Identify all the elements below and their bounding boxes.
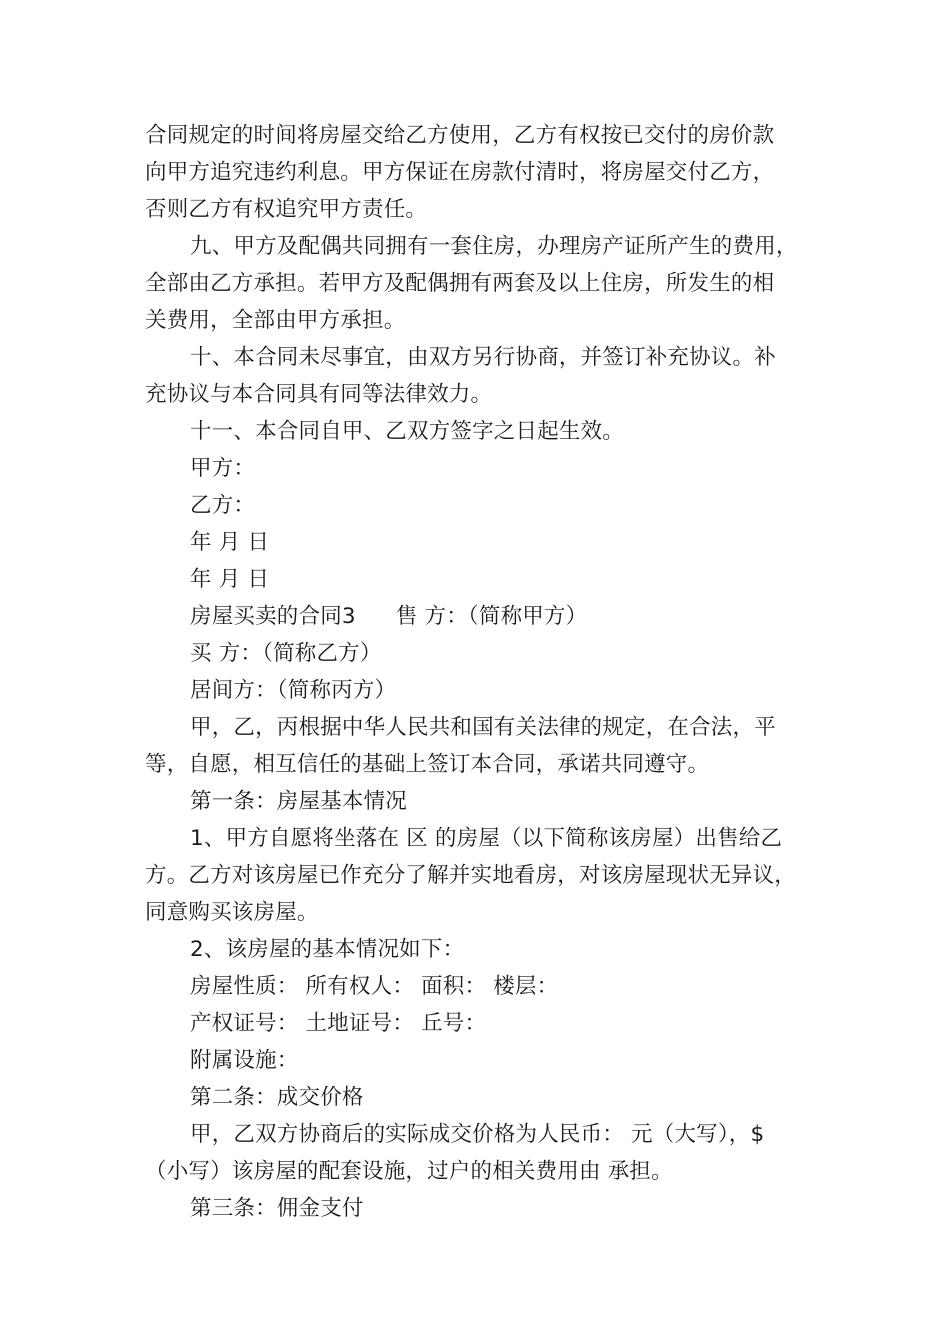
party-a-signature-label: 甲方：: [190, 456, 256, 481]
paragraph-line: 否则乙方有权追究甲方责任。: [145, 197, 428, 222]
clause-nine: 九、甲方及配偶共同拥有一套住房，办理房产证所产生的费用，: [190, 234, 798, 259]
clause-eleven: 十一、本合同自甲、乙双方签字之日起生效。: [190, 419, 625, 444]
seller-label: 售 方：（简称甲方）: [395, 604, 588, 629]
preamble: 甲，乙，丙根据中华人民共和国有关法律的规定，在合法，平: [190, 715, 776, 740]
article-three-heading: 第三条：佣金支付: [190, 1196, 364, 1221]
paragraph-line: 等，自愿，相互信任的基础上签订本合同，承诺共同遵守。: [145, 752, 710, 777]
article-one-heading: 第一条：房屋基本情况: [190, 789, 408, 814]
paragraph-line: 全部由乙方承担。若甲方及配偶拥有两套及以上住房，所发生的相: [145, 271, 775, 296]
article-one-item-2: 2、该房屋的基本情况如下：: [190, 937, 465, 962]
intermediary-label: 居间方：（简称丙方）: [190, 678, 397, 703]
facilities-field: 附属设施：: [190, 1048, 299, 1073]
paragraph-line: 充协议与本合同具有同等法律效力。: [145, 382, 493, 407]
buyer-label: 买 方：（简称乙方）: [190, 641, 382, 666]
party-b-signature-label: 乙方：: [190, 493, 256, 518]
paragraph-line: 合同规定的时间将房屋交给乙方使用，乙方有权按已交付的房价款: [145, 123, 775, 148]
paragraph-line: （小写）该房屋的配套设施，过户的相关费用由 承担。: [145, 1159, 673, 1184]
paragraph-line: 方。乙方对该房屋已作充分了解并实地看房，对该房屋现状无异议，: [145, 863, 797, 888]
paragraph-line: 同意购买该房屋。: [145, 900, 319, 925]
contract-heading-line: [190, 603, 870, 631]
article-one-item-1: 1、甲方自愿将坐落在 区 的房屋（以下简称该房屋）出售给乙: [190, 826, 783, 851]
paragraph-line: 向甲方追究违约利息。甲方保证在房款付清时，将房屋交付乙方，: [145, 160, 775, 185]
certificate-fields: 产权证号： 土地证号： 丘号：: [190, 1011, 487, 1036]
paragraph-line: 关费用，全部由甲方承担。: [145, 308, 406, 333]
property-info-fields: 房屋性质： 所有权人： 面积： 楼层：: [190, 974, 559, 999]
signature-date: 年 月 日: [190, 530, 270, 555]
article-two-heading: 第二条：成交价格: [190, 1085, 364, 1110]
contract-title: 房屋买卖的合同3: [190, 604, 356, 629]
price-clause: 甲，乙双方协商后的实际成交价格为人民币： 元（大写），$: [190, 1122, 765, 1147]
clause-ten: 十、本合同未尽事宜，由双方另行协商，并签订补充协议。补: [190, 345, 776, 370]
signature-date: 年 月 日: [190, 567, 270, 592]
